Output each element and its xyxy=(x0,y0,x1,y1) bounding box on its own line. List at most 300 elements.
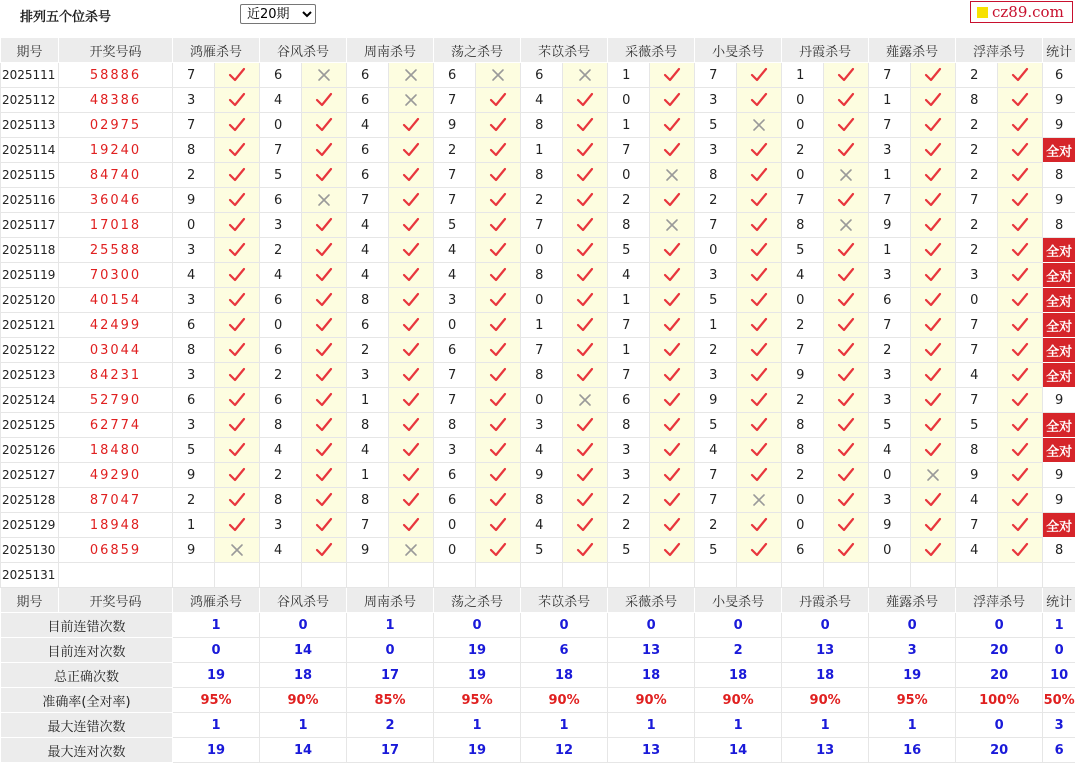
result-mark-cell xyxy=(998,213,1043,238)
kill-number-cell: 2 xyxy=(173,163,215,188)
kill-number-cell: 2 xyxy=(782,313,824,338)
kill-number-cell: 7 xyxy=(608,313,650,338)
column-header: 芣苡杀号 xyxy=(521,588,608,613)
check-icon xyxy=(315,267,333,283)
result-mark-cell xyxy=(563,338,608,363)
kill-number-cell: 0 xyxy=(173,213,215,238)
check-icon xyxy=(489,467,507,483)
check-icon xyxy=(750,242,768,258)
result-mark-cell xyxy=(998,263,1043,288)
result-mark-cell xyxy=(563,388,608,413)
check-icon xyxy=(924,117,942,133)
stat-cell: 全对 xyxy=(1043,313,1075,338)
current-kill-blank xyxy=(389,563,434,588)
result-mark-cell xyxy=(650,538,695,563)
table-row xyxy=(1,88,1075,113)
current-kill-number: 2 xyxy=(869,563,911,588)
check-icon xyxy=(576,292,594,308)
check-icon xyxy=(663,267,681,283)
kill-number-cell: 7 xyxy=(869,113,911,138)
kill-number-cell: 5 xyxy=(695,288,737,313)
stat-cell: 全对 xyxy=(1043,138,1075,163)
result-mark-cell xyxy=(650,463,695,488)
summary-value: 50% xyxy=(1043,688,1075,713)
check-icon xyxy=(750,192,768,208)
check-icon xyxy=(1011,442,1029,458)
result-mark-cell xyxy=(998,63,1043,88)
check-icon xyxy=(837,117,855,133)
cross-icon xyxy=(665,168,679,182)
cross-icon xyxy=(317,193,331,207)
check-icon xyxy=(663,317,681,333)
summary-value: 0 xyxy=(869,613,956,638)
kill-number-cell: 8 xyxy=(782,438,824,463)
current-kill-number: 8 xyxy=(782,563,824,588)
kill-number-cell: 3 xyxy=(869,138,911,163)
kill-number-cell: 3 xyxy=(695,263,737,288)
check-icon xyxy=(750,517,768,533)
current-kill-number: 5 xyxy=(173,563,215,588)
issue-cell: 2025122 xyxy=(1,338,59,363)
kill-number-cell: 6 xyxy=(608,388,650,413)
kill-number-cell: 3 xyxy=(956,263,998,288)
check-icon xyxy=(837,542,855,558)
kill-number-cell: 7 xyxy=(782,338,824,363)
check-icon xyxy=(750,367,768,383)
result-mark-cell xyxy=(998,163,1043,188)
check-icon xyxy=(402,267,420,283)
kill-number-cell: 7 xyxy=(173,63,215,88)
result-mark-cell xyxy=(563,88,608,113)
summary-value: 1 xyxy=(695,713,782,738)
result-mark-cell xyxy=(215,263,260,288)
cross-icon xyxy=(665,218,679,232)
check-icon xyxy=(1011,117,1029,133)
kill-number-cell: 4 xyxy=(521,88,563,113)
result-mark-cell xyxy=(563,263,608,288)
result-mark-cell xyxy=(563,513,608,538)
column-header: 浮萍杀号 xyxy=(956,38,1043,63)
kill-number-cell: 4 xyxy=(260,538,302,563)
column-header: 丹霞杀号 xyxy=(782,38,869,63)
check-icon xyxy=(489,142,507,158)
kill-number-cell: 7 xyxy=(434,188,476,213)
kill-number-cell: 1 xyxy=(173,513,215,538)
check-icon xyxy=(924,192,942,208)
kill-number-cell: 6 xyxy=(521,63,563,88)
check-icon xyxy=(576,317,594,333)
kill-number-cell: 0 xyxy=(608,163,650,188)
stat-cell: 9 xyxy=(1043,113,1075,138)
cross-icon xyxy=(926,468,940,482)
stat-cell: 全对 xyxy=(1043,413,1075,438)
result-mark-cell xyxy=(302,363,347,388)
kill-number-cell: 8 xyxy=(521,163,563,188)
result-mark-cell xyxy=(911,213,956,238)
result-mark-cell xyxy=(476,238,521,263)
table-row xyxy=(1,513,1075,538)
check-icon xyxy=(663,92,681,108)
period-select[interactable] xyxy=(240,4,316,24)
result-mark-cell xyxy=(737,63,782,88)
summary-value: 19 xyxy=(434,663,521,688)
check-icon xyxy=(489,217,507,233)
stat-cell: 9 xyxy=(1043,188,1075,213)
kill-number-cell: 0 xyxy=(521,288,563,313)
check-icon xyxy=(489,517,507,533)
table-row xyxy=(1,538,1075,563)
result-mark-cell xyxy=(911,138,956,163)
result-mark-cell xyxy=(389,63,434,88)
result-mark-cell xyxy=(563,188,608,213)
result-mark-cell xyxy=(302,413,347,438)
summary-row xyxy=(1,613,1075,638)
check-icon xyxy=(489,117,507,133)
check-icon xyxy=(489,367,507,383)
result-mark-cell xyxy=(215,138,260,163)
check-icon xyxy=(1011,167,1029,183)
kill-number-cell: 8 xyxy=(173,338,215,363)
check-icon xyxy=(228,117,246,133)
summary-value: 19 xyxy=(869,663,956,688)
kill-number-cell: 6 xyxy=(260,188,302,213)
kill-number-cell: 1 xyxy=(869,163,911,188)
current-kill-number: 3 xyxy=(347,563,389,588)
result-mark-cell xyxy=(998,238,1043,263)
summary-value: 6 xyxy=(1043,738,1075,763)
kill-number-cell: 8 xyxy=(956,438,998,463)
kill-number-cell: 3 xyxy=(869,363,911,388)
kill-number-cell: 6 xyxy=(782,538,824,563)
draw-number-cell: 25588 xyxy=(59,238,173,263)
result-mark-cell xyxy=(737,213,782,238)
kill-number-cell: 2 xyxy=(608,513,650,538)
kill-number-cell: 2 xyxy=(260,463,302,488)
current-kill-number: 4 xyxy=(434,563,476,588)
kill-number-cell: 1 xyxy=(869,88,911,113)
result-mark-cell xyxy=(998,313,1043,338)
result-mark-cell xyxy=(650,163,695,188)
check-icon xyxy=(1011,92,1029,108)
check-icon xyxy=(750,167,768,183)
summary-label: 目前连错次数 xyxy=(1,613,173,638)
check-icon xyxy=(228,392,246,408)
current-kill-label: 当前期杀号 xyxy=(59,563,173,588)
stat-cell: 9 xyxy=(1043,388,1075,413)
check-icon xyxy=(750,292,768,308)
kill-number-cell: 0 xyxy=(260,113,302,138)
issue-cell: 2025131 xyxy=(1,563,59,588)
kill-number-cell: 7 xyxy=(608,363,650,388)
column-header: 周南杀号 xyxy=(347,588,434,613)
result-mark-cell xyxy=(476,413,521,438)
result-mark-cell xyxy=(476,188,521,213)
result-mark-cell xyxy=(911,463,956,488)
kill-number-cell: 0 xyxy=(434,513,476,538)
kill-number-cell: 1 xyxy=(782,63,824,88)
check-icon xyxy=(837,192,855,208)
current-stat-blank xyxy=(1043,563,1075,588)
kill-number-cell: 7 xyxy=(347,188,389,213)
result-mark-cell xyxy=(824,163,869,188)
summary-value: 1 xyxy=(1043,613,1075,638)
summary-value: 0 xyxy=(173,638,260,663)
result-mark-cell xyxy=(911,413,956,438)
check-icon xyxy=(489,342,507,358)
kill-number-cell: 6 xyxy=(434,63,476,88)
kill-number-cell: 6 xyxy=(869,288,911,313)
kill-number-cell: 2 xyxy=(956,113,998,138)
result-mark-cell xyxy=(998,88,1043,113)
check-icon xyxy=(228,142,246,158)
check-icon xyxy=(402,367,420,383)
kill-number-cell: 0 xyxy=(956,288,998,313)
site-logo[interactable] xyxy=(970,1,1073,23)
result-mark-cell xyxy=(998,138,1043,163)
check-icon xyxy=(228,517,246,533)
check-icon xyxy=(315,142,333,158)
summary-value: 14 xyxy=(260,738,347,763)
check-icon xyxy=(489,317,507,333)
result-mark-cell xyxy=(389,338,434,363)
kill-number-cell: 8 xyxy=(695,163,737,188)
kill-number-cell: 3 xyxy=(260,513,302,538)
result-mark-cell xyxy=(389,413,434,438)
draw-number-cell: 40154 xyxy=(59,288,173,313)
check-icon xyxy=(924,67,942,83)
result-mark-cell xyxy=(824,188,869,213)
check-icon xyxy=(489,292,507,308)
kill-number-cell: 2 xyxy=(608,488,650,513)
check-icon xyxy=(1011,517,1029,533)
draw-number-cell: 87047 xyxy=(59,488,173,513)
summary-value: 90% xyxy=(695,688,782,713)
result-mark-cell xyxy=(302,388,347,413)
check-icon xyxy=(489,492,507,508)
logo-square-icon xyxy=(977,7,988,18)
kill-number-cell: 4 xyxy=(608,263,650,288)
current-kill-blank xyxy=(650,563,695,588)
check-icon xyxy=(1011,142,1029,158)
check-icon xyxy=(663,367,681,383)
result-mark-cell xyxy=(389,363,434,388)
check-icon xyxy=(489,242,507,258)
summary-row xyxy=(1,663,1075,688)
kill-number-cell: 8 xyxy=(260,488,302,513)
summary-value: 14 xyxy=(260,638,347,663)
table-row xyxy=(1,438,1075,463)
result-mark-cell xyxy=(998,463,1043,488)
result-mark-cell xyxy=(737,113,782,138)
check-icon xyxy=(663,342,681,358)
result-mark-cell xyxy=(650,363,695,388)
table-row xyxy=(1,63,1075,88)
result-mark-cell xyxy=(737,463,782,488)
summary-value: 18 xyxy=(695,663,782,688)
check-icon xyxy=(315,367,333,383)
kill-number-cell: 7 xyxy=(695,63,737,88)
current-kill-blank xyxy=(563,563,608,588)
issue-cell: 2025125 xyxy=(1,413,59,438)
check-icon xyxy=(750,217,768,233)
result-mark-cell xyxy=(998,413,1043,438)
kill-number-cell: 5 xyxy=(260,163,302,188)
cross-icon xyxy=(839,168,853,182)
check-icon xyxy=(924,142,942,158)
check-icon xyxy=(228,67,246,83)
kill-number-cell: 2 xyxy=(695,513,737,538)
check-icon xyxy=(228,92,246,108)
kill-number-cell: 7 xyxy=(956,338,998,363)
result-mark-cell xyxy=(215,363,260,388)
check-icon xyxy=(402,442,420,458)
kill-number-cell: 2 xyxy=(956,63,998,88)
kill-number-cell: 4 xyxy=(434,263,476,288)
check-icon xyxy=(576,242,594,258)
kill-number-cell: 2 xyxy=(695,188,737,213)
summary-value: 19 xyxy=(173,663,260,688)
kill-number-cell: 9 xyxy=(173,538,215,563)
kill-number-cell: 8 xyxy=(608,413,650,438)
result-mark-cell xyxy=(650,263,695,288)
summary-value: 1 xyxy=(173,613,260,638)
summary-row xyxy=(1,713,1075,738)
check-icon xyxy=(576,142,594,158)
result-mark-cell xyxy=(476,363,521,388)
check-icon xyxy=(837,517,855,533)
result-mark-cell xyxy=(911,63,956,88)
kill-number-cell: 6 xyxy=(173,388,215,413)
column-header: 期号 xyxy=(1,38,59,63)
check-icon xyxy=(576,267,594,283)
result-mark-cell xyxy=(650,113,695,138)
cross-icon xyxy=(578,393,592,407)
result-mark-cell xyxy=(389,113,434,138)
result-mark-cell xyxy=(824,63,869,88)
kill-number-cell: 2 xyxy=(956,138,998,163)
kill-number-cell: 4 xyxy=(347,238,389,263)
summary-value: 13 xyxy=(608,638,695,663)
cross-icon xyxy=(404,68,418,82)
kill-number-cell: 8 xyxy=(782,413,824,438)
cross-icon xyxy=(404,543,418,557)
issue-cell: 2025128 xyxy=(1,488,59,513)
issue-cell: 2025113 xyxy=(1,113,59,138)
issue-cell: 2025119 xyxy=(1,263,59,288)
issue-cell: 2025127 xyxy=(1,463,59,488)
check-icon xyxy=(315,417,333,433)
column-header: 统计 xyxy=(1043,588,1075,613)
stat-cell: 6 xyxy=(1043,63,1075,88)
kill-number-cell: 1 xyxy=(347,463,389,488)
kill-number-cell: 4 xyxy=(347,438,389,463)
column-header: 开奖号码 xyxy=(59,588,173,613)
kill-number-cell: 8 xyxy=(521,488,563,513)
draw-number-cell: 18948 xyxy=(59,513,173,538)
cross-icon xyxy=(752,493,766,507)
kill-number-cell: 3 xyxy=(521,413,563,438)
draw-number-cell: 84231 xyxy=(59,363,173,388)
summary-value: 0 xyxy=(434,613,521,638)
check-icon xyxy=(1011,317,1029,333)
result-mark-cell xyxy=(911,538,956,563)
kill-number-cell: 3 xyxy=(173,88,215,113)
check-icon xyxy=(315,492,333,508)
result-mark-cell xyxy=(302,188,347,213)
result-mark-cell xyxy=(824,388,869,413)
result-mark-cell xyxy=(563,163,608,188)
result-mark-cell xyxy=(476,338,521,363)
check-icon xyxy=(837,67,855,83)
stat-cell: 全对 xyxy=(1043,288,1075,313)
result-mark-cell xyxy=(476,113,521,138)
check-icon xyxy=(489,542,507,558)
summary-value: 17 xyxy=(347,738,434,763)
check-icon xyxy=(228,492,246,508)
result-mark-cell xyxy=(911,363,956,388)
check-icon xyxy=(576,467,594,483)
kill-number-cell: 8 xyxy=(608,213,650,238)
summary-value: 20 xyxy=(956,738,1043,763)
kill-number-cell: 5 xyxy=(608,238,650,263)
summary-value: 16 xyxy=(869,738,956,763)
result-mark-cell xyxy=(302,513,347,538)
kill-number-cell: 4 xyxy=(956,488,998,513)
kill-number-cell: 7 xyxy=(695,213,737,238)
summary-value: 95% xyxy=(869,688,956,713)
check-icon xyxy=(489,92,507,108)
result-mark-cell xyxy=(215,163,260,188)
result-mark-cell xyxy=(911,338,956,363)
result-mark-cell xyxy=(737,363,782,388)
kill-number-cell: 0 xyxy=(782,513,824,538)
summary-value: 1 xyxy=(260,713,347,738)
kill-number-cell: 7 xyxy=(956,513,998,538)
result-mark-cell xyxy=(650,488,695,513)
check-icon xyxy=(576,442,594,458)
draw-number-cell: 58886 xyxy=(59,63,173,88)
result-mark-cell xyxy=(824,363,869,388)
result-mark-cell xyxy=(389,313,434,338)
check-icon xyxy=(315,542,333,558)
check-icon xyxy=(228,467,246,483)
column-header: 鸿雁杀号 xyxy=(173,588,260,613)
kill-number-cell: 9 xyxy=(173,463,215,488)
result-mark-cell xyxy=(737,488,782,513)
summary-value: 19 xyxy=(434,638,521,663)
check-icon xyxy=(750,442,768,458)
kill-number-cell: 6 xyxy=(347,138,389,163)
result-mark-cell xyxy=(302,338,347,363)
result-mark-cell xyxy=(389,263,434,288)
summary-value: 20 xyxy=(956,663,1043,688)
result-mark-cell xyxy=(389,188,434,213)
kill-number-cell: 8 xyxy=(956,88,998,113)
check-icon xyxy=(315,242,333,258)
check-icon xyxy=(837,267,855,283)
check-icon xyxy=(576,492,594,508)
issue-cell: 2025118 xyxy=(1,238,59,263)
result-mark-cell xyxy=(302,88,347,113)
result-mark-cell xyxy=(737,138,782,163)
result-mark-cell xyxy=(215,88,260,113)
result-mark-cell xyxy=(737,238,782,263)
result-mark-cell xyxy=(998,363,1043,388)
kill-number-cell: 7 xyxy=(869,313,911,338)
check-icon xyxy=(1011,67,1029,83)
column-header: 荡之杀号 xyxy=(434,588,521,613)
kill-number-cell: 1 xyxy=(608,288,650,313)
